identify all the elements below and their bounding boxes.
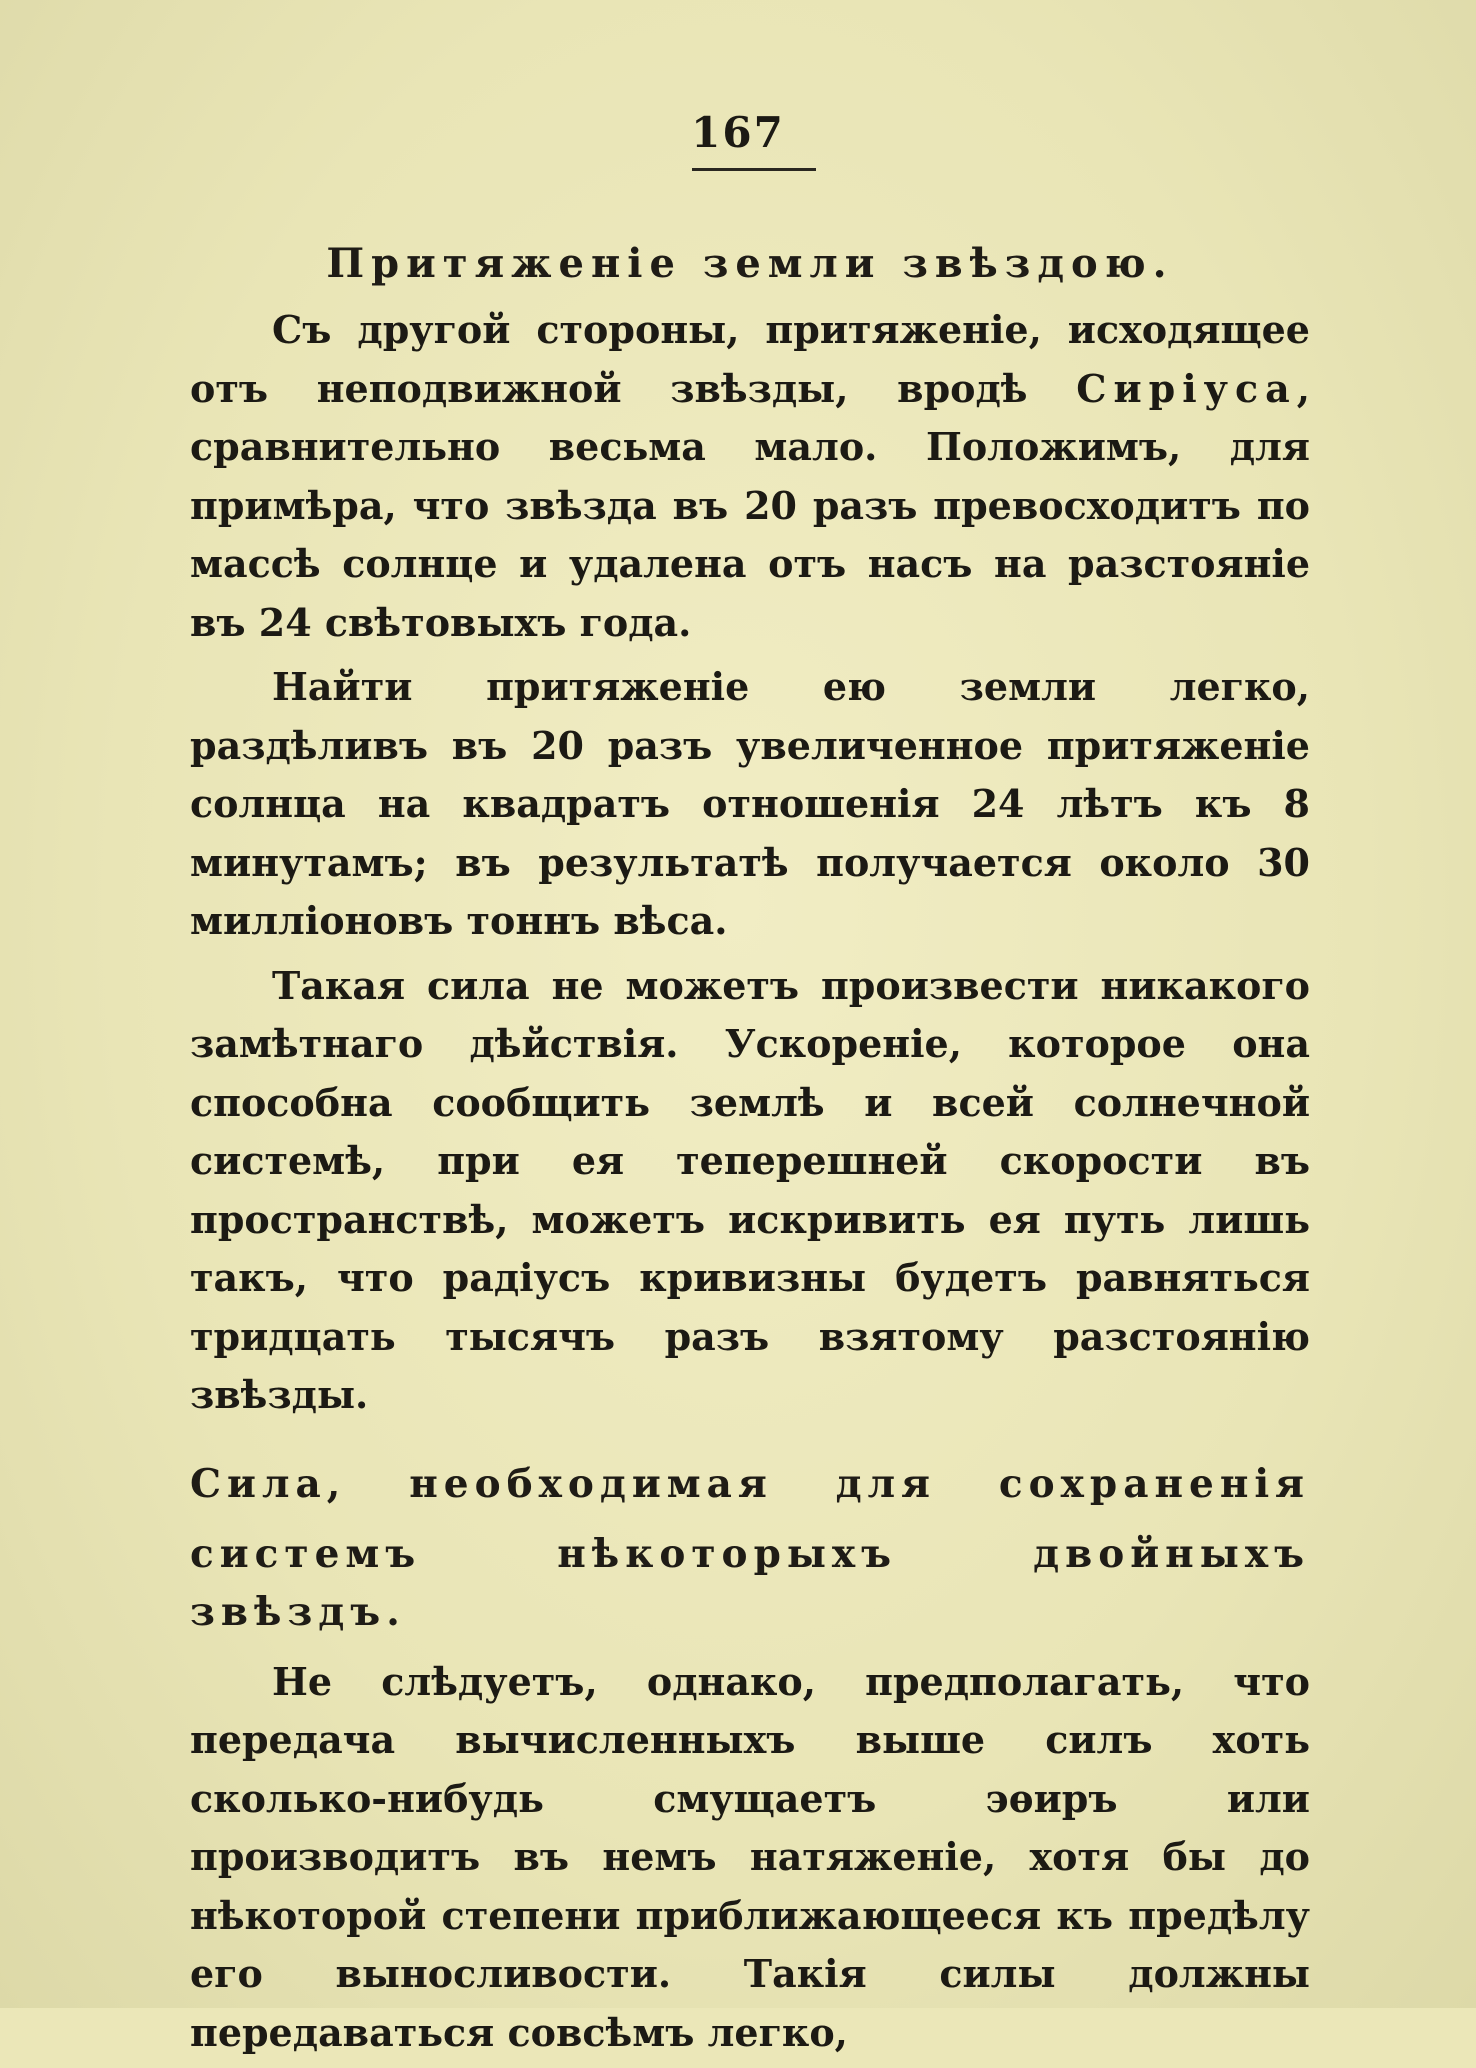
paragraph-1-end: , сравнительно весьма мало. Положимъ, для примѣра, что звѣзда въ 20 разъ превосходитъ по массѣ солнце и удалена отъ насъ на разстояніе въ 24 свѣтовыхъ года. — [190, 365, 1310, 645]
page-number-rule — [692, 168, 816, 171]
paragraph-1-start: Съ другой стороны, притяженіе, исходящее отъ неподвижной звѣзды, вродѣ — [190, 307, 1310, 411]
sirius-word: Сиріуса — [1076, 365, 1297, 411]
section-heading-2-line-1: Сила, необходимая для сохраненія — [190, 1460, 1310, 1507]
page-number: 167 — [691, 108, 785, 157]
text-column — [190, 225, 1310, 2068]
section-heading-1: Притяженіе земли звѣздою. — [326, 240, 1174, 287]
paragraph-4: Не слѣдуетъ, однако, предполагать, что передача вычисленныхъ выше силъ хоть сколько-нибудь смущаетъ эѳиръ или производитъ въ немъ натяженіе, хотя бы до нѣкоторой степени приближающееся къ предѣлу его выносливости. Такія силы должны передаваться совсѣмъ легко, — [190, 1658, 1310, 2055]
paragraph-2: Найти притяженіе ею земли легко, раздѣливъ въ 20 разъ увеличенное притяженіе солнца на квадратъ отношенія 24 лѣтъ къ 8 минутамъ; въ результатѣ получается около 30 милліоновъ тоннъ вѣса. — [190, 664, 1310, 943]
paragraph-3: Такая сила не можетъ произвести никакого замѣтнаго дѣйствія. Ускореніе, которое она способна сообщить землѣ и всей солнечной системѣ, при ея теперешней скорости въ пространствѣ, можетъ искривить ея путь лишь такъ, что радіусъ кривизны будетъ равняться тридцать тысячъ разъ взятому разстоянію звѣзды. — [190, 962, 1310, 1417]
paragraph-1 — [190, 301, 1310, 652]
section-heading-2-line-2: системъ нѣкоторыхъ двойныхъ звѣздъ. — [190, 1530, 1310, 1635]
